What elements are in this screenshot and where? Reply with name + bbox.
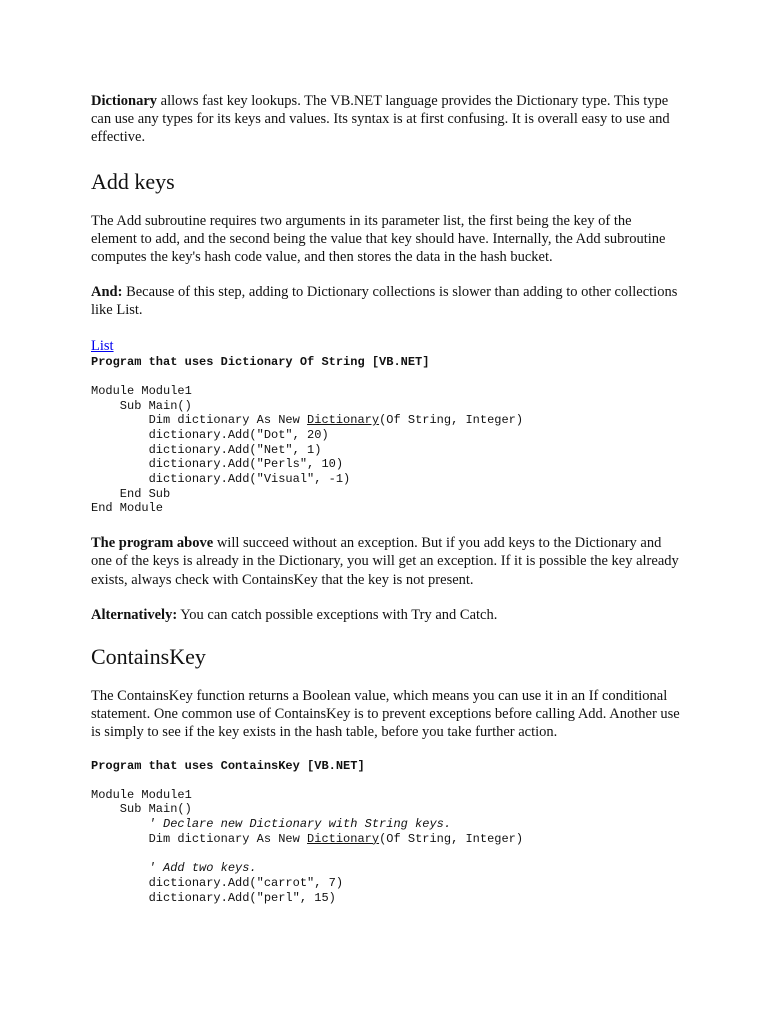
alternatively-label: Alternatively: [91,606,178,623]
program-above-text: will succeed without an exception. But if you add keys to the Dictionary and one of the keys is already in the Dictionary, you will get an exception. If it is possible the key already exists, always check with ContainsKey that the key is not present. [91,535,679,588]
and-note [91,283,681,319]
dictionary-code-link[interactable]: Dictionary [307,413,380,428]
and-note-label: And: [91,284,123,301]
intro-text: allows fast key lookups. The VB.NET language provides the Dictionary type. This type can use any types for its keys and values. Its syntax is at first confusing. It is overall easy to use and effective. [91,93,670,146]
alternatively-text: You can catch possible exceptions with Try and Catch. [177,606,498,623]
list-link[interactable]: List [91,337,114,354]
code-title-dictionary: Program that uses Dictionary Of String [VB.NET] [91,354,430,369]
document-page [91,92,681,905]
program-above-paragraph [91,534,681,589]
containskey-paragraph: The ContainsKey function returns a Boolean value, which means you can use it in an If conditional statement. One common use of ContainsKey is to prevent exceptions before calling Add. Another use is simply to see if the key exists in the hash table, before you take further action. [91,687,680,741]
dictionary-code-link-2[interactable]: Dictionary [307,831,380,846]
and-note-text: Because of this step, adding to Dictionary collections is slower than adding to other collections like List. [91,284,678,319]
code-comment-declare: ' Declare new Dictionary with String keys. [91,816,452,831]
code-block-dictionary: Module Module1 Sub Main() Dim dictionary As New Dictionary(Of String, Integer) dictionary.Add("Dot", 20) dictionary.Add("Net", 1) dictionary.Add("Perls", 10) dictionary.Add("Visual", -1) End Sub End Module [91,383,524,516]
intro-bold-term: Dictionary [91,93,158,109]
program-above-bold: The program above [91,535,214,552]
intro-paragraph [91,92,681,147]
heading-containskey: ContainsKey [91,643,206,669]
code-block-containskey: Module Module1 Sub Main() ' Declare new Dictionary with String keys. Dim dictionary As New Dictionary(Of String, Integer) ' Add two keys. dictionary.Add("carrot", 7) dictionary.Add("perl", 15) [91,787,524,905]
alternatively-note [91,606,681,624]
add-keys-paragraph: The Add subroutine requires two arguments in its parameter list, the first being the key of the element to add, and the second being the value that key should have. Internally, the Add subroutine computes the key's hash code value, and then stores the data in the hash bucket. [91,212,666,266]
code-comment-add: ' Add two keys. [91,861,257,876]
heading-add-keys: Add keys [91,168,175,194]
code-title-containskey: Program that uses ContainsKey [VB.NET] [91,758,365,773]
